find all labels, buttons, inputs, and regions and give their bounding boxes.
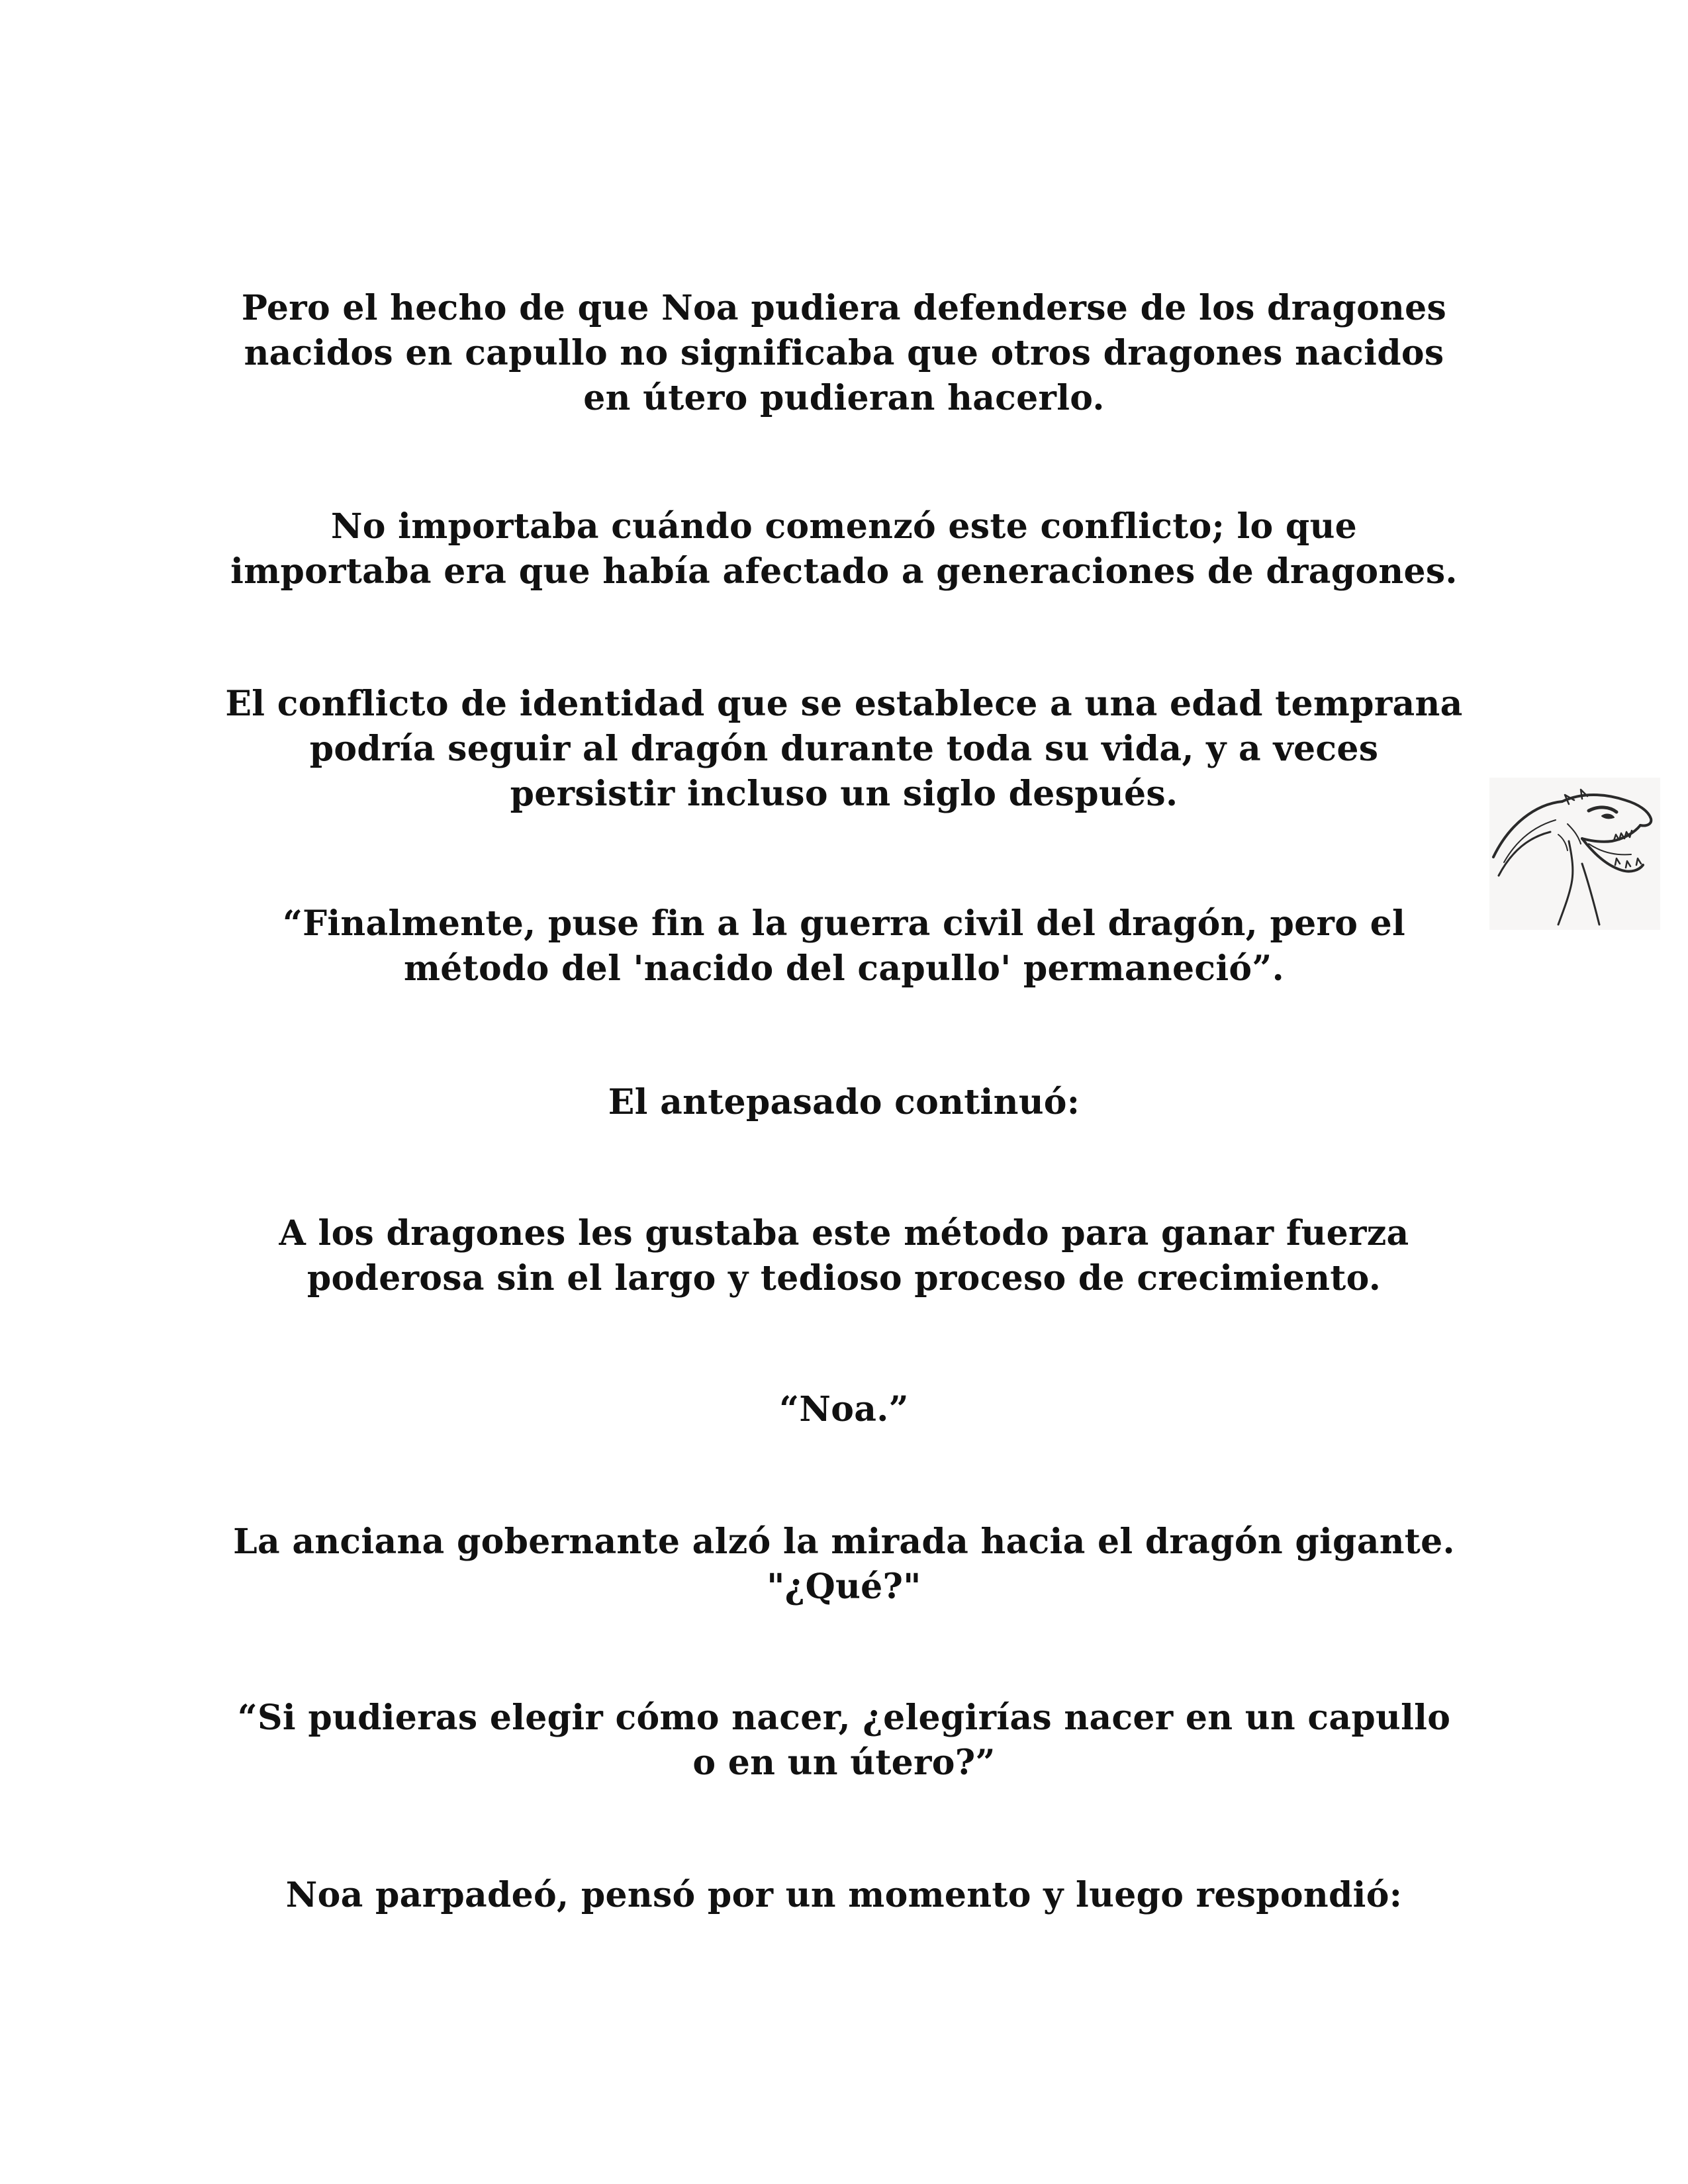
text-line: “Finalmente, puse fin a la guerra civil del dragón, pero el: [282, 903, 1406, 944]
text-line: No importaba cuándo comenzó este conflicto; lo que: [330, 506, 1358, 547]
paragraph-9: [199, 1696, 1489, 1786]
paragraph-10: [199, 1873, 1489, 1918]
paragraph-2: [199, 504, 1489, 594]
text-line: Pero el hecho de que Noa pudiera defenderse de los dragones: [241, 288, 1447, 328]
text-line: podría seguir al dragón durante toda su vida, y a veces: [309, 729, 1379, 769]
paragraph-4: [199, 901, 1489, 991]
paragraph-7: [199, 1387, 1489, 1432]
text-line: “Si pudieras elegir cómo nacer, ¿elegirías nacer en un capullo: [237, 1698, 1451, 1738]
dragon-head-sketch-icon: [1489, 778, 1660, 930]
text-line: "¿Qué?": [767, 1567, 921, 1607]
text-line: “Noa.”: [779, 1389, 909, 1430]
text-line: importaba era que había afectado a generaciones de dragones.: [230, 551, 1458, 592]
text-line: El antepasado continuó:: [608, 1082, 1080, 1122]
text-line: persistir incluso un siglo después.: [510, 774, 1178, 814]
text-line: nacidos en capullo no significaba que otros dragones nacidos: [244, 333, 1444, 373]
text-line: El conflicto de identidad que se establece a una edad temprana: [225, 684, 1463, 724]
text-line: A los dragones les gustaba este método para ganar fuerza: [279, 1213, 1409, 1253]
text-line: Noa parpadeó, pensó por un momento y luego respondió:: [285, 1875, 1403, 1915]
text-line: o en un útero?”: [692, 1743, 996, 1783]
paragraph-1: [199, 286, 1489, 421]
paragraph-8: [199, 1520, 1489, 1610]
paragraph-3: [199, 682, 1489, 817]
text-line: método del 'nacido del capullo' permaneció”.: [403, 948, 1285, 989]
paragraph-5: [199, 1080, 1489, 1125]
text-line: La anciana gobernante alzó la mirada hacia el dragón gigante.: [233, 1522, 1455, 1562]
text-line: poderosa sin el largo y tedioso proceso de crecimiento.: [306, 1258, 1382, 1298]
text-line: en útero pudieran hacerlo.: [583, 378, 1105, 418]
paragraph-6: [199, 1211, 1489, 1301]
